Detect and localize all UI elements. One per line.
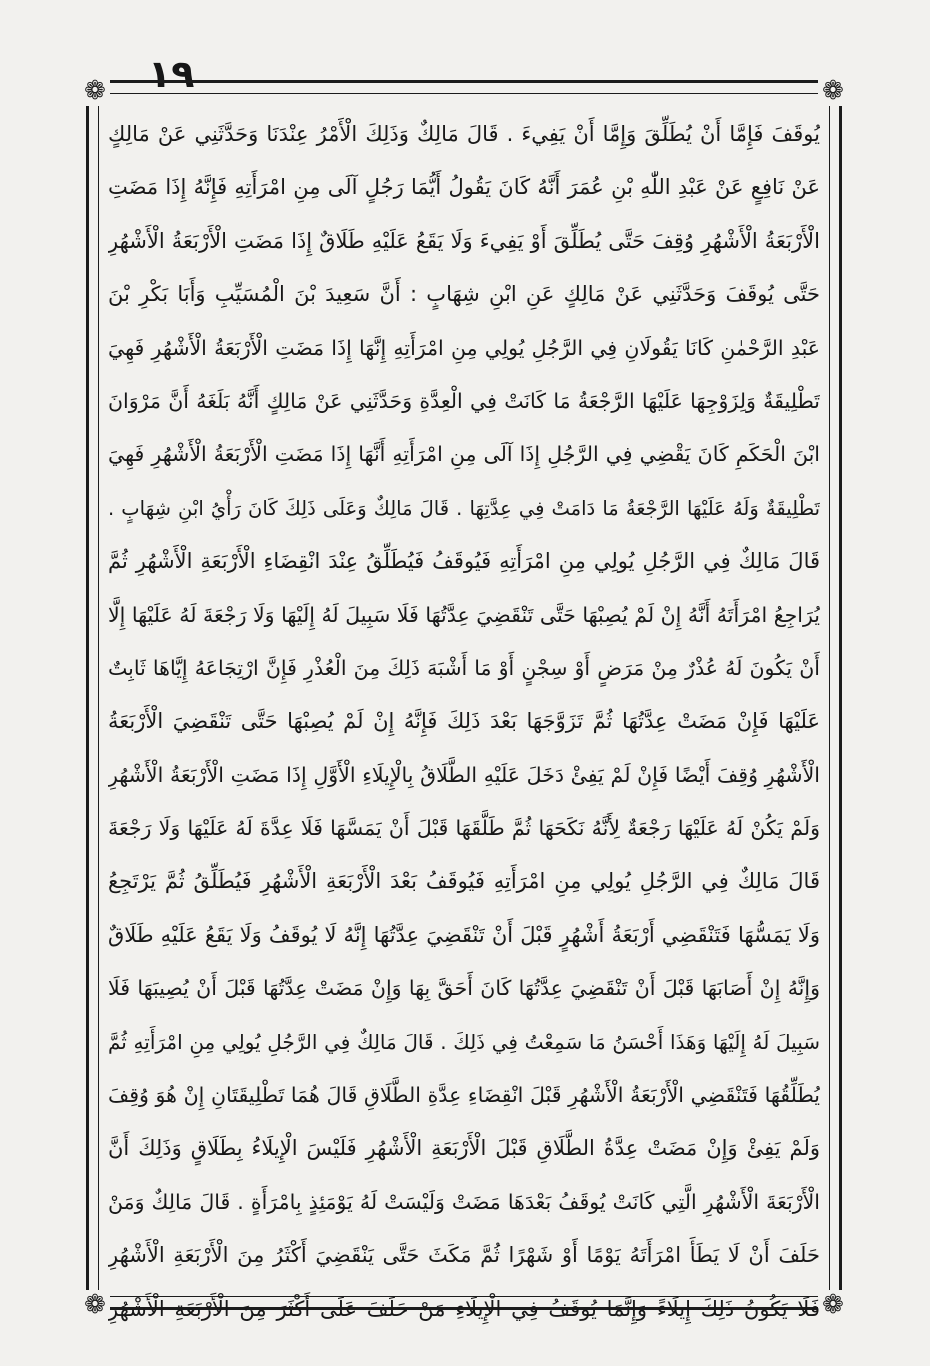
text-line: الْأَرْبَعَةَ الْأَشْهُرِ الَّتِي كَانَتْ يُوقَفُ بَعْدَهَا مَضَتْ وَلَيْسَتْ لَهُ يَوْمَئِذٍ بِامْرَأَةٍ . قَالَ مَالِكٌ وَمَنْ (108, 1189, 820, 1214)
text-line: وَلَا يَمَسُّهَا فَتَنْقَضِي أَرْبَعَةُ أَشْهُرٍ قَبْلَ أَنْ تَنْقَضِيَ عِدَّتُهَا إِنَّهُ لَا يُوقَفُ وَلَا يَقَعُ عَلَيْهِ طَلَاقٌ (108, 922, 820, 947)
text-line: سَبِيلَ لَهُ إِلَيْهَا وَهَذَا أَحْسَنُ مَا سَمِعْتُ فِي ذَلِكَ . قَالَ مَالِكٌ فِي الرَّجُلِ يُولِي مِنِ امْرَأَتِهِ ثُمَّ (108, 1029, 820, 1054)
text-line: تَطْلِيقَةٌ وَلَهُ عَلَيْهَا الرَّجْعَةُ مَا دَامَتْ فِي عِدَّتِهَا . قَالَ مَالِكٌ وَعَلَى ذَلِكَ كَانَ رَأْيُ ابْنِ شِهَابٍ . (108, 496, 820, 520)
text-line: عَبْدِ الرَّحْمٰنِ كَانَا يَقُولَانِ فِي الرَّجُلِ يُولِي مِنِ امْرَأَتِهِ إِنَّهَا إِذَا مَضَتِ الْأَرْبَعَةُ الْأَشْهُرِ فَهِيَ (108, 335, 820, 360)
text-line: عَنْ نَافِعٍ عَنْ عَبْدِ اللّٰهِ بْنِ عُمَرَ أَنَّهُ كَانَ يَقُولُ أَيُّمَا رَجُلٍ آلَى مِنِ امْرَأَتِهِ فَإِنَّهُ إِذَا مَضَتِ (108, 175, 820, 200)
flower-ornament-icon: ❁ (80, 76, 110, 106)
flower-ornament-icon: ❁ (818, 76, 848, 106)
text-line: ابْنَ الْحَكَمِ كَانَ يَقْضِي فِي الرَّجُلِ إِذَا آلَى مِنِ امْرَأَتِهِ أَنَّهَا إِذَا مَضَتِ الْأَرْبَعَةُ الْأَشْهُرِ فَهِيَ (108, 442, 820, 467)
text-line: الْأَشْهُرِ وُقِفَ أَيْضًا فَإِنْ لَمْ يَفِئْ دَخَلَ عَلَيْهِ الطَّلَاقُ بِالْإِيلَاءِ الْأَوَّلِ إِذَا مَضَتِ الْأَرْبَعَةُ الْأَشْهُرِ (108, 762, 820, 787)
text-line: يُوقَفَ فَإِمَّا أَنْ يُطَلِّقَ وَإِمَّا أَنْ يَفِيءَ . قَالَ مَالِكٌ وَذَلِكَ الْأَمْرُ عِنْدَنَا وَحَدَّثَنِي عَنْ مَالِكٍ (108, 122, 820, 146)
text-line: وَلَمْ يَفِئْ وَإِنْ مَضَتْ عِدَّةُ الطَّلَاقِ قَبْلَ الْأَرْبَعَةِ الْأَشْهُرِ فَلَيْسَ الْإِيلَاءُ بِطَلَاقٍ وَذَلِكَ أَنَّ (108, 1136, 820, 1161)
text-line: حَتَّى يُوقَفَ وَحَدَّثَنِي عَنْ مَالِكٍ عَنِ ابْنِ شِهَابٍ : أَنَّ سَعِيدَ بْنَ الْمُسَيِّبِ وَأَبَا بَكْرِ بْنَ (108, 282, 820, 307)
flower-ornament-icon: ❁ (818, 1290, 848, 1320)
flower-ornament-icon: ❁ (80, 1290, 110, 1320)
text-line: يُرَاجِعُ امْرَأَتَهُ أَنَّهُ إِنْ لَمْ يُصِبْهَا حَتَّى تَنْقَضِيَ عِدَّتُهَا فَلَا سَبِيلَ لَهُ إِلَيْهَا وَلَا رَجْعَةَ لَهُ عَلَيْهَا إِلَّا (108, 602, 820, 627)
text-line: قَالَ مَالِكٌ فِي الرَّجُلِ يُولِي مِنِ امْرَأَتِهِ فَيُوقَفُ فَيُطَلِّقُ عِنْدَ انْقِضَاءِ الْأَرْبَعَةِ الْأَشْهُرِ ثُمَّ (108, 549, 820, 574)
text-line: يُطَلِّقُهَا فَتَنْقَضِي الْأَرْبَعَةُ الْأَشْهُرِ قَبْلَ انْقِضَاءِ عِدَّةِ الطَّلَاقِ قَالَ هُمَا تَطْلِيقَتَانِ إِنْ هُوَ وُقِفَ (108, 1083, 820, 1108)
page-number: ١٩ (148, 52, 195, 96)
text-line: أَنْ يَكُونَ لَهُ عُذْرٌ مِنْ مَرَضٍ أَوْ سِجْنٍ أَوْ مَا أَشْبَهَ ذَلِكَ مِنَ الْعُذْرِ فَإِنَّ ارْتِجَاعَهُ إِيَّاهَا ثَابِتٌ (108, 655, 820, 680)
body-text (108, 108, 820, 1336)
text-line: الْأَرْبَعَةُ الْأَشْهُرِ وُقِفَ حَتَّى يُطَلِّقَ أَوْ يَفِيءَ وَلَا يَقَعُ عَلَيْهِ طَلَاقٌ إِذَا مَضَتِ الْأَرْبَعَةُ الْأَشْهُرِ (108, 228, 820, 253)
text-line: عَلَيْهَا فَإِنْ مَضَتْ عِدَّتُهَا ثُمَّ تَزَوَّجَهَا بَعْدَ ذَلِكَ فَإِنَّهُ إِنْ لَمْ يُصِبْهَا حَتَّى تَنْقَضِيَ الْأَرْبَعَةُ (108, 709, 820, 734)
text-line: حَلَفَ أَنْ لَا يَطَأَ امْرَأَتَهُ يَوْمًا أَوْ شَهْرًا ثُمَّ مَكَثَ حَتَّى يَنْقَضِيَ أَكْثَرُ مِنَ الْأَرْبَعَةِ الْأَشْهُرِ (108, 1243, 820, 1268)
text-line: وَلَمْ يَكُنْ لَهُ عَلَيْهَا رَجْعَةٌ لِأَنَّهُ نَكَحَهَا ثُمَّ طَلَّقَهَا قَبْلَ أَنْ يَمَسَّهَا فَلَا عِدَّةَ لَهُ عَلَيْهَا وَلَا رَجْعَةَ (108, 816, 820, 841)
text-line: قَالَ مَالِكٌ فِي الرَّجُلِ يُولِي مِنِ امْرَأَتِهِ فَيُوقَفُ بَعْدَ الْأَرْبَعَةِ الْأَشْهُرِ فَيُطَلِّقُ ثُمَّ يَرْتَجِعُ (108, 869, 820, 894)
text-line: تَطْلِيقَةٌ وَلِزَوْجِهَا عَلَيْهَا الرَّجْعَةُ مَا كَانَتْ فِي الْعِدَّةِ وَحَدَّثَنِي عَنْ مَالِكٍ أَنَّهُ بَلَغَهُ أَنَّ مَرْوَانَ (108, 388, 820, 413)
text-line: وَإِنَّهُ إِنْ أَصَابَهَا قَبْلَ أَنْ تَنْقَضِيَ عِدَّتُهَا كَانَ أَحَقَّ بِهَا وَإِنْ مَضَتْ عِدَّتُهَا قَبْلَ أَنْ يُصِيبَهَا فَلَا (108, 976, 820, 1001)
text-line: فَلَا يَكُونُ ذَلِكَ إِيلَاءً وَإِنَّمَا يُوقَفُ فِي الْإِيلَاءِ مَنْ حَلَفَ عَلَى أَكْثَرَ مِنَ الْأَرْبَعَةِ الْأَشْهُرِ (108, 1296, 820, 1321)
